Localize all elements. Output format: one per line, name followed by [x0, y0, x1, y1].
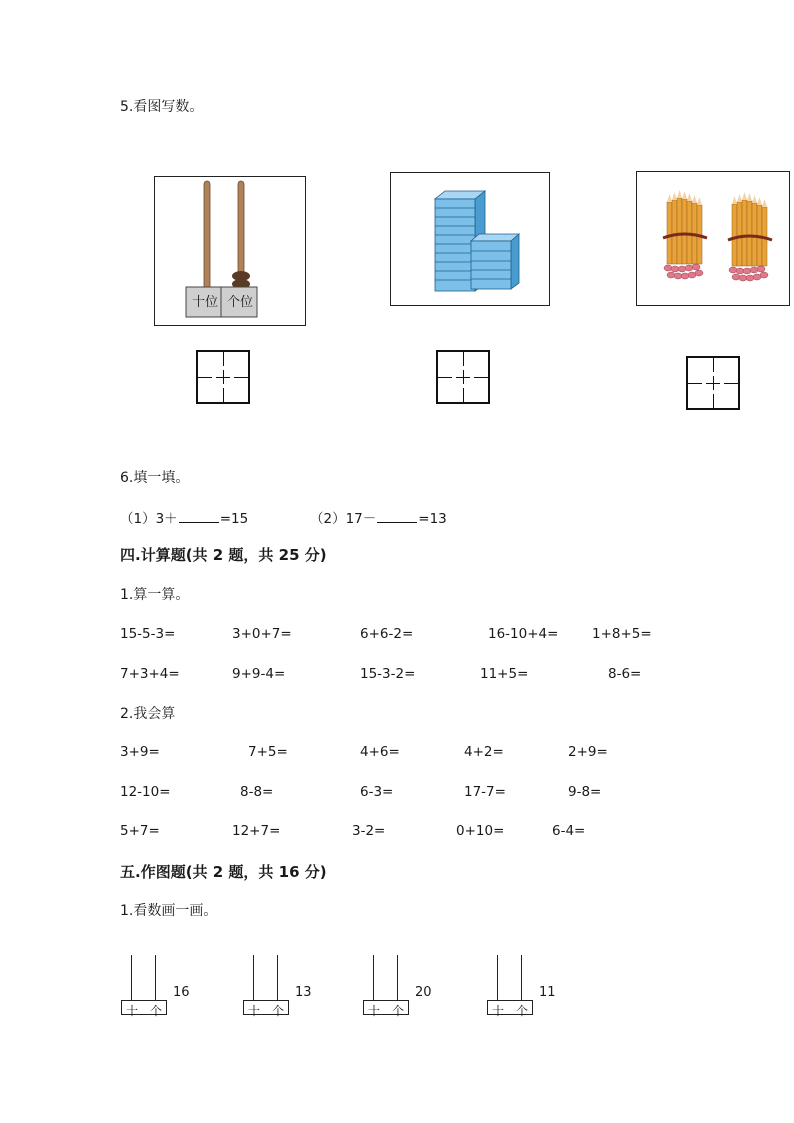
q5-title: 5.看图写数。: [120, 99, 204, 115]
abacus-number: 11: [539, 985, 556, 1000]
cubes-figure: [390, 172, 550, 306]
calc-item: 11+5=: [480, 666, 529, 682]
calc-item: 16-10+4=: [488, 626, 559, 642]
calc-item: 17-7=: [464, 784, 506, 800]
calc-item: 4+2=: [464, 744, 504, 760]
abacus-number: 13: [295, 985, 312, 1000]
pencils-figure: [636, 171, 790, 306]
calc-item: 1+8+5=: [592, 626, 652, 642]
calc-item: 7+3+4=: [120, 666, 180, 682]
calc-item: 9+9-4=: [232, 666, 286, 682]
calc-item: 3+0+7=: [232, 626, 292, 642]
calc-item: 7+5=: [248, 744, 288, 760]
s4-q2-title: 2.我会算: [120, 706, 176, 722]
calc-item: 5+7=: [120, 823, 160, 839]
calc-item: 12-10=: [120, 784, 171, 800]
q6-title: 6.填一填。: [120, 470, 190, 486]
answer-box-1[interactable]: [196, 350, 250, 404]
calc-item: 8-8=: [240, 784, 274, 800]
calc-item: 3+9=: [120, 744, 160, 760]
s5-q1-title: 1.看数画一画。: [120, 903, 218, 919]
section4-heading: 四.计算题(共 2 题，共 25 分): [120, 546, 327, 564]
calc-item: 12+7=: [232, 823, 281, 839]
draw-abacus-3[interactable]: 十 个 20: [363, 955, 415, 1025]
pencil-bundles-image: [637, 172, 789, 305]
abacus-figure: [154, 176, 306, 326]
calc-item: 6+6-2=: [360, 626, 414, 642]
draw-abacus-4[interactable]: 十 个 11: [487, 955, 539, 1025]
calc-item: 0+10=: [456, 823, 505, 839]
fill-item-2: （2）17－ =13: [310, 511, 447, 527]
section5-heading: 五.作图题(共 2 题，共 16 分): [120, 863, 327, 881]
answer-box-2[interactable]: [436, 350, 490, 404]
calc-item: 15-3-2=: [360, 666, 416, 682]
s4-q1-title: 1.算一算。: [120, 587, 190, 603]
calc-item: 6-4=: [552, 823, 586, 839]
calc-item: 3-2=: [352, 823, 386, 839]
tens-label: 十位: [192, 295, 219, 310]
fill-item-1: （1）3＋ =15: [120, 511, 249, 527]
calc-item: 2+9=: [568, 744, 608, 760]
answer-box-3[interactable]: [686, 356, 740, 410]
calc-item: 6-3=: [360, 784, 394, 800]
calc-item: 9-8=: [568, 784, 602, 800]
fill-blank-2[interactable]: [377, 510, 417, 523]
calc-item: 15-5-3=: [120, 626, 176, 642]
draw-abacus-2[interactable]: 十 个 13: [243, 955, 295, 1025]
calc-item: 8-6=: [608, 666, 642, 682]
abacus-number: 20: [415, 985, 432, 1000]
ones-label: 个位: [227, 295, 254, 310]
calc-item: 4+6=: [360, 744, 400, 760]
abacus-number: 16: [173, 985, 190, 1000]
cube-stacks-image: [391, 173, 549, 305]
fill-blank-1[interactable]: [179, 510, 219, 523]
draw-abacus-1[interactable]: 十 个 16: [121, 955, 173, 1025]
